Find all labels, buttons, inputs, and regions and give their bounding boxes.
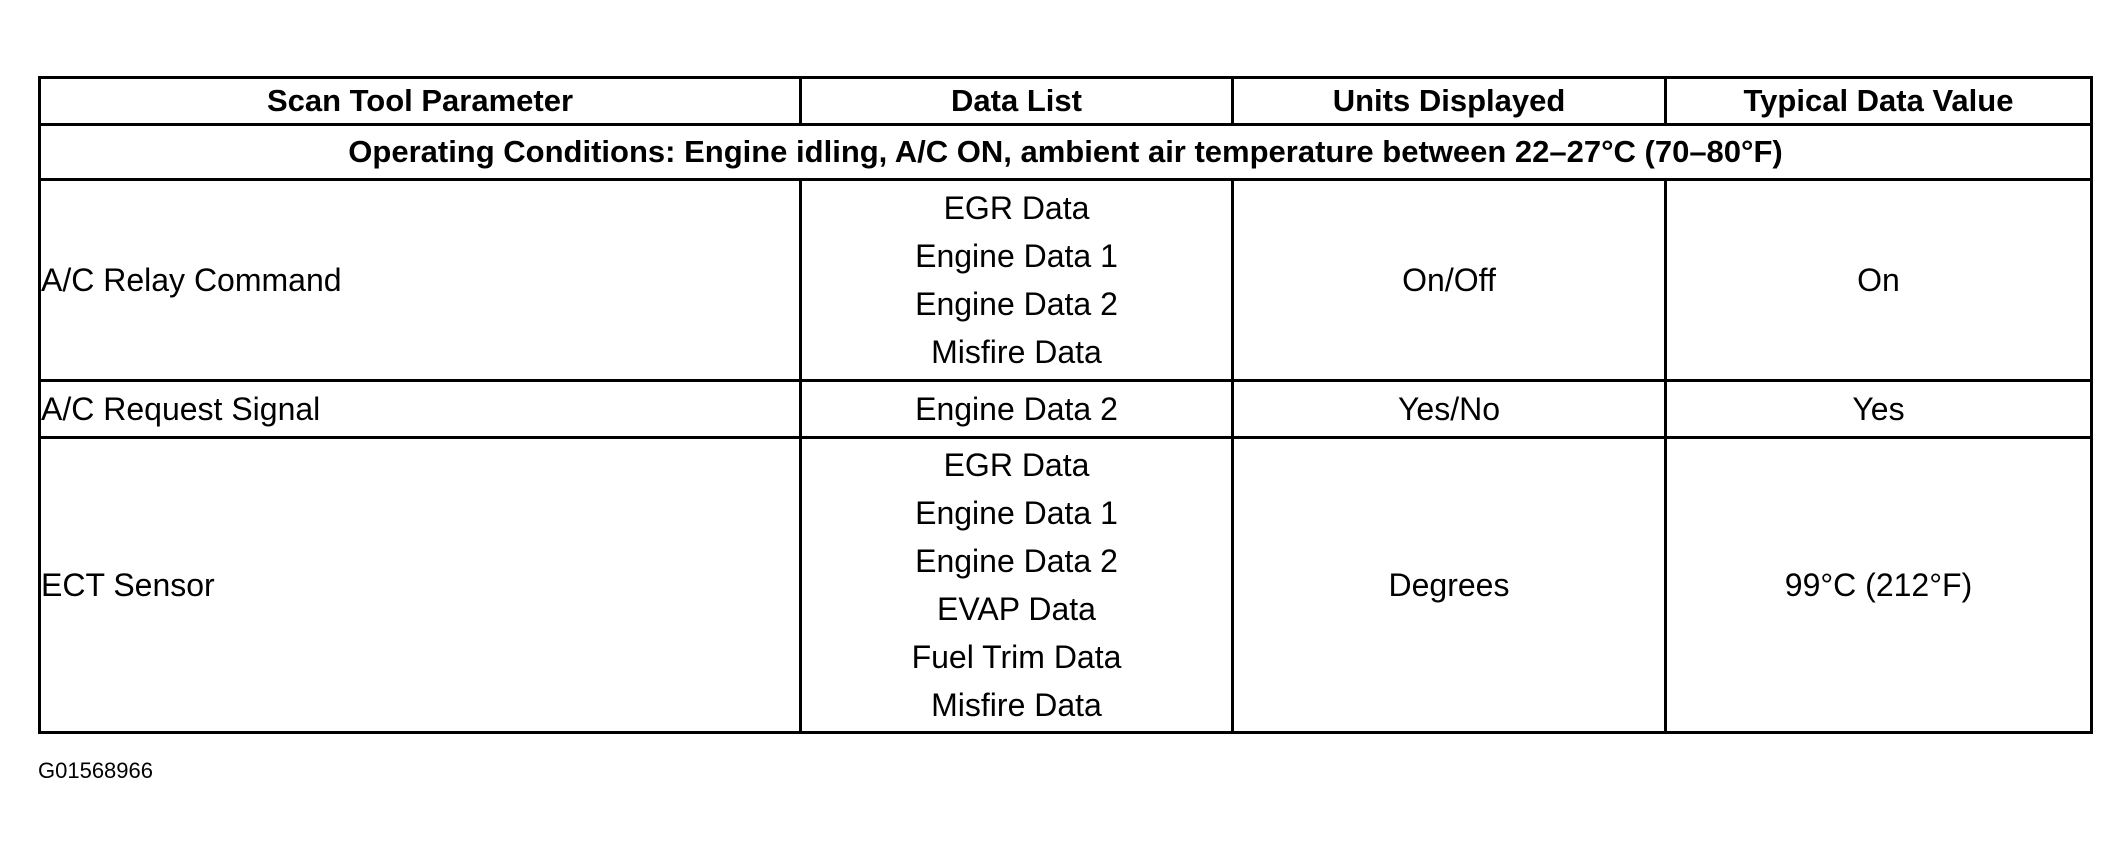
data-list-item: Engine Data 1 [915,238,1118,274]
header-scan-tool-parameter: Scan Tool Parameter [40,78,801,125]
units-cell: Yes/No [1233,381,1666,438]
data-list-cell [801,180,1233,381]
header-data-list: Data List [801,78,1233,125]
table-row [40,381,2092,438]
data-list-item: EVAP Data [937,591,1096,627]
parameter-cell: A/C Relay Command [40,180,801,381]
data-list-cell [801,381,1233,438]
units-cell: On/Off [1233,180,1666,381]
units-cell: Degrees [1233,438,1666,733]
operating-conditions: Operating Conditions: Engine idling, A/C ON, ambient air temperature between 22–27°C (70–80°F) [40,125,2092,180]
data-list-item: EGR Data [943,190,1090,226]
table-row [40,180,2092,381]
data-list-item: Misfire Data [931,334,1102,370]
data-list-item: Engine Data 1 [915,495,1118,531]
header-units-displayed: Units Displayed [1233,78,1666,125]
data-list-item: Engine Data 2 [915,391,1118,427]
header-typical-data-value: Typical Data Value [1666,78,2092,125]
data-list-item: Fuel Trim Data [911,639,1122,675]
data-list-item: Engine Data 2 [915,543,1118,579]
typical-value-cell: On [1666,180,2092,381]
typical-value-cell: 99°C (212°F) [1666,438,2092,733]
data-list-item: EGR Data [943,447,1090,483]
parameter-cell: ECT Sensor [40,438,801,733]
data-list-cell [801,438,1233,733]
scan-tool-data-table [38,76,2093,734]
parameter-cell: A/C Request Signal [40,381,801,438]
table-row [40,438,2092,733]
header-row [40,78,2092,125]
data-list-item: Engine Data 2 [915,286,1118,322]
figure-id: G01568966 [38,758,153,783]
typical-value-cell: Yes [1666,381,2092,438]
operating-conditions-row [40,125,2092,180]
data-list-item: Misfire Data [931,687,1102,723]
